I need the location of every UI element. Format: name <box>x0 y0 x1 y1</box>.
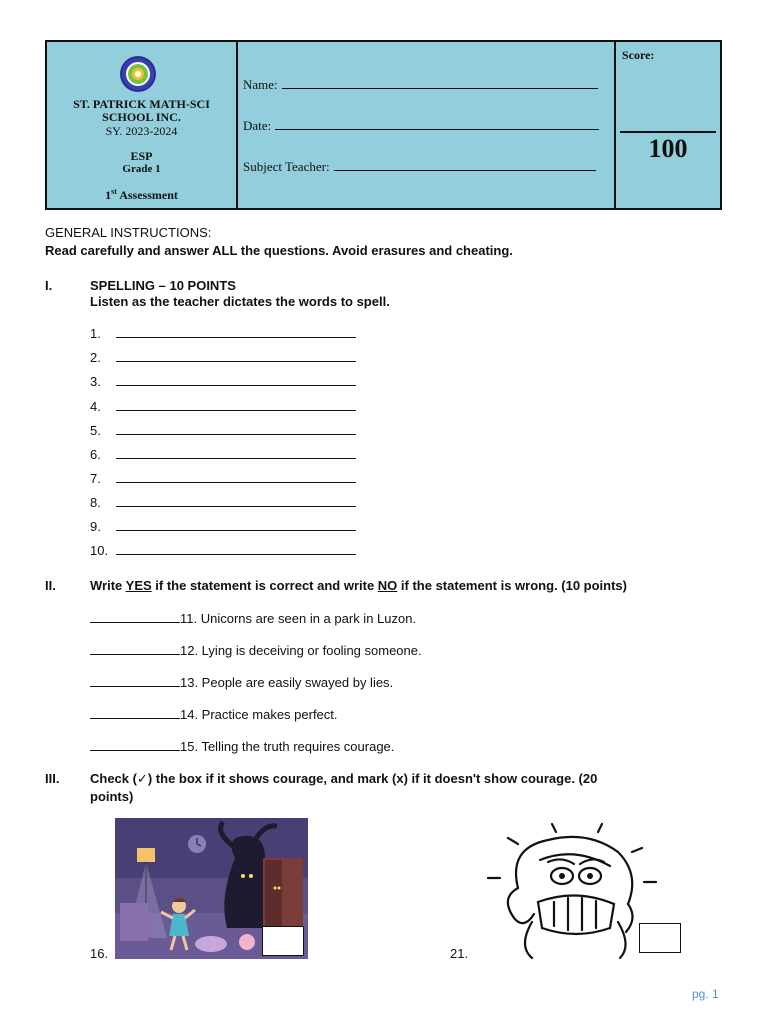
assessment-header <box>45 40 722 210</box>
teacher-field[interactable] <box>243 159 596 175</box>
section1-numeral: I. <box>45 278 53 293</box>
yes-no-item[interactable]: 11. Unicorns are seen in a park in Luzon. <box>90 610 416 626</box>
score-cell <box>616 42 720 208</box>
instructions-text: Read carefully and answer ALL the questions. Avoid erasures and cheating. <box>45 243 513 258</box>
spelling-item[interactable]: 3. <box>90 373 356 389</box>
school-year: SY. 2023-2024 <box>105 124 178 138</box>
date-label: Date: <box>243 118 272 133</box>
teacher-label: Subject Teacher: <box>243 159 330 174</box>
item-21-number: 21. <box>450 946 469 961</box>
answer-box-16[interactable] <box>262 926 304 956</box>
school-name <box>47 98 236 124</box>
section2-numeral: II. <box>45 578 56 593</box>
name-field[interactable] <box>243 77 598 93</box>
spelling-item[interactable]: 8. <box>90 494 356 510</box>
assessment-title: 1st Assessment <box>105 187 178 202</box>
school-seal-logo <box>114 55 162 93</box>
subject-name: ESP <box>130 149 153 163</box>
name-label: Name: <box>243 77 278 92</box>
page-number: pg. 1 <box>692 987 719 1001</box>
yes-no-item[interactable]: 13. People are easily swayed by lies. <box>90 674 393 690</box>
score-total: 100 <box>648 134 688 163</box>
instructions-title: GENERAL INSTRUCTIONS: <box>45 225 212 240</box>
item-16-number: 16. <box>90 946 109 961</box>
date-field[interactable] <box>243 118 599 134</box>
section2-title: Write YES if the statement is correct and write NO if the statement is wrong. (10 points) <box>90 578 627 593</box>
section1-title: SPELLING – 10 POINTS <box>90 278 236 293</box>
spelling-item[interactable]: 4. <box>90 398 356 414</box>
score-label: Score: <box>622 48 655 62</box>
school-info-cell <box>47 42 238 208</box>
spelling-item[interactable]: 6. <box>90 446 356 462</box>
section3-title-line2: points) <box>90 789 134 804</box>
grade-level: Grade 1 <box>122 163 161 175</box>
student-info-cell <box>238 42 616 208</box>
section3-numeral: III. <box>45 771 60 786</box>
yes-no-item[interactable]: 12. Lying is deceiving or fooling someone. <box>90 642 422 658</box>
spelling-item[interactable]: 7. <box>90 470 356 486</box>
yes-no-item[interactable]: 14. Practice makes perfect. <box>90 706 338 722</box>
spelling-item[interactable]: 2. <box>90 349 356 365</box>
school-name-line1: ST. PATRICK MATH-SCI <box>73 97 210 111</box>
spelling-item[interactable]: 9. <box>90 518 356 534</box>
frightened-person-illustration <box>478 818 658 959</box>
spelling-item[interactable]: 5. <box>90 422 356 438</box>
score-line[interactable] <box>620 131 716 133</box>
section1-subtitle: Listen as the teacher dictates the words to spell. <box>90 294 390 309</box>
spelling-item[interactable]: 10. <box>90 542 356 558</box>
school-name-line2: SCHOOL INC. <box>102 110 181 124</box>
answer-box-21[interactable] <box>639 923 681 953</box>
section3-title-line1: Check (✓) the box if it shows courage, and mark (x) if it doesn't show courage. (20 <box>90 771 598 786</box>
spelling-item[interactable]: 1. <box>90 325 356 341</box>
yes-no-item[interactable]: 15. Telling the truth requires courage. <box>90 738 394 754</box>
